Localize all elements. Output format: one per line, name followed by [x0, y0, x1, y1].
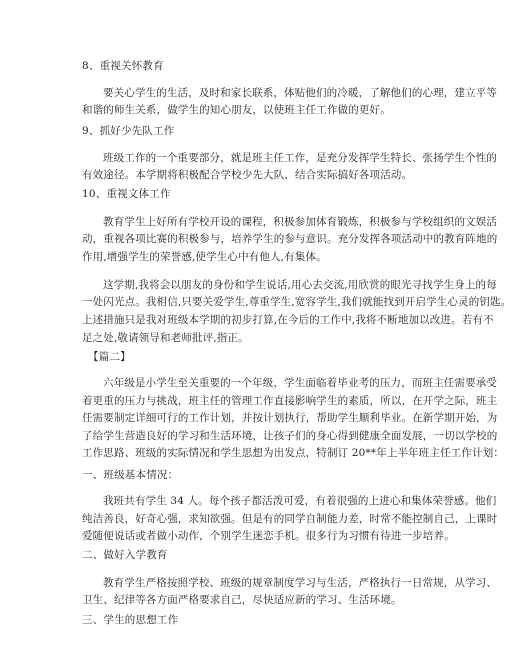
section-9-line-1: 班级工作的一个重要部分，就是班主任工作，是充分发挥学生特长、张扬学生个性的 — [103, 152, 498, 164]
point-two-line-1: 教育学生严格按照学校、班级的规章制度学习与生活，严格执行一日常规，从学习、 — [103, 577, 498, 589]
section-8-line-1: 要关心学生的生活，及时和家长联系，体贴他们的冷暖，了解他们的心理，建立平等 — [103, 87, 498, 99]
point-two-line-2: 卫生、纪律等各方面严格要求自己，尽快适应新的学习、生活环境。 — [82, 594, 402, 606]
part-two-line-2: 着更重的压力与挑战，班主任的管理工作直接影响学生的素质，所以，在开学之际，班主 — [82, 395, 498, 407]
closing-line-3: 上述措施只是我对班级本学期的初步打算,在今后的工作中,我将不断地加以改进。若有不 — [82, 314, 494, 326]
part-two-line-4: 了给学生营造良好的学习和生活环境，让孩子们的身心得到健康全面发展，一切以学校的 — [82, 430, 498, 442]
part-two-line-5: 工作思路、班级的实际情况和学生思想为出发点，特制订 20**年上半年班主任工作计划： — [82, 447, 504, 459]
section-8-line-2: 和谐的师生关系，做学生的知心朋友，以使班主任工作做的更好。 — [82, 104, 391, 116]
point-three-heading: 三、学生的思想工作 — [82, 614, 179, 626]
part-two-line-1: 六年级是小学生至关重要的一个年级，学生面临着毕业考的压力，而班主任需要承受 — [103, 377, 498, 389]
closing-line-4: 足之处,敬请领导和老师批评,指正。 — [82, 332, 249, 344]
section-10-line-2: 动，重视各项比赛的积极参与，培养学生的参与意识。充分发挥各项活动中的教育阵地的 — [82, 233, 498, 245]
section-9-line-2: 有效途径。本学期将积极配合学校少先大队，结合实际搞好各项活动。 — [82, 169, 413, 181]
point-one-line-3: 爱随便说话或者做小动作，个别学生迷恋手机。很多行为习惯有待进一步培养。 — [82, 530, 455, 542]
closing-line-1: 这学期,我将会以朋友的身份和学生说话,用心去交流,用欣赏的眼光寻找学生身上的每 — [103, 279, 497, 291]
point-two-heading: 二、做好入学教育 — [82, 549, 168, 561]
section-10-line-3: 作用,增强学生的荣誉感,使学生心中有他人,有集体。 — [82, 251, 327, 263]
section-8-heading: 8、重视关怀教育 — [82, 60, 164, 72]
part-two-line-3: 任需要制定详细可行的工作计划，并按计划执行，帮助学生顺利毕业。在新学期开始，为 — [82, 412, 498, 424]
part-two-heading: 【篇二】 — [88, 351, 131, 363]
point-one-line-2: 纯洁善良，好奇心强，求知欲强。但是有的同学自制能力差，时常不能控制自己，上课时 — [82, 513, 498, 525]
section-10-line-1: 教育学生上好所有学校开设的课程，积极参加体育锻炼，积极参与学校组织的文娱活 — [103, 216, 498, 228]
point-one-line-1: 我班共有学生 34 人。每个孩子都活泼可爱，有着很强的上进心和集体荣誉感。他们 — [103, 495, 497, 507]
section-9-heading: 9、抓好少先队工作 — [82, 125, 175, 137]
section-10-heading: 10、重视文体工作 — [82, 188, 171, 200]
point-one-heading: 一、班级基本情况： — [82, 469, 179, 481]
closing-line-2: 一处闪光点。我相信,只要关爱学生,尊重学生,宽容学生,我们就能找到开启学生心灵的钥匙。 — [82, 296, 511, 308]
